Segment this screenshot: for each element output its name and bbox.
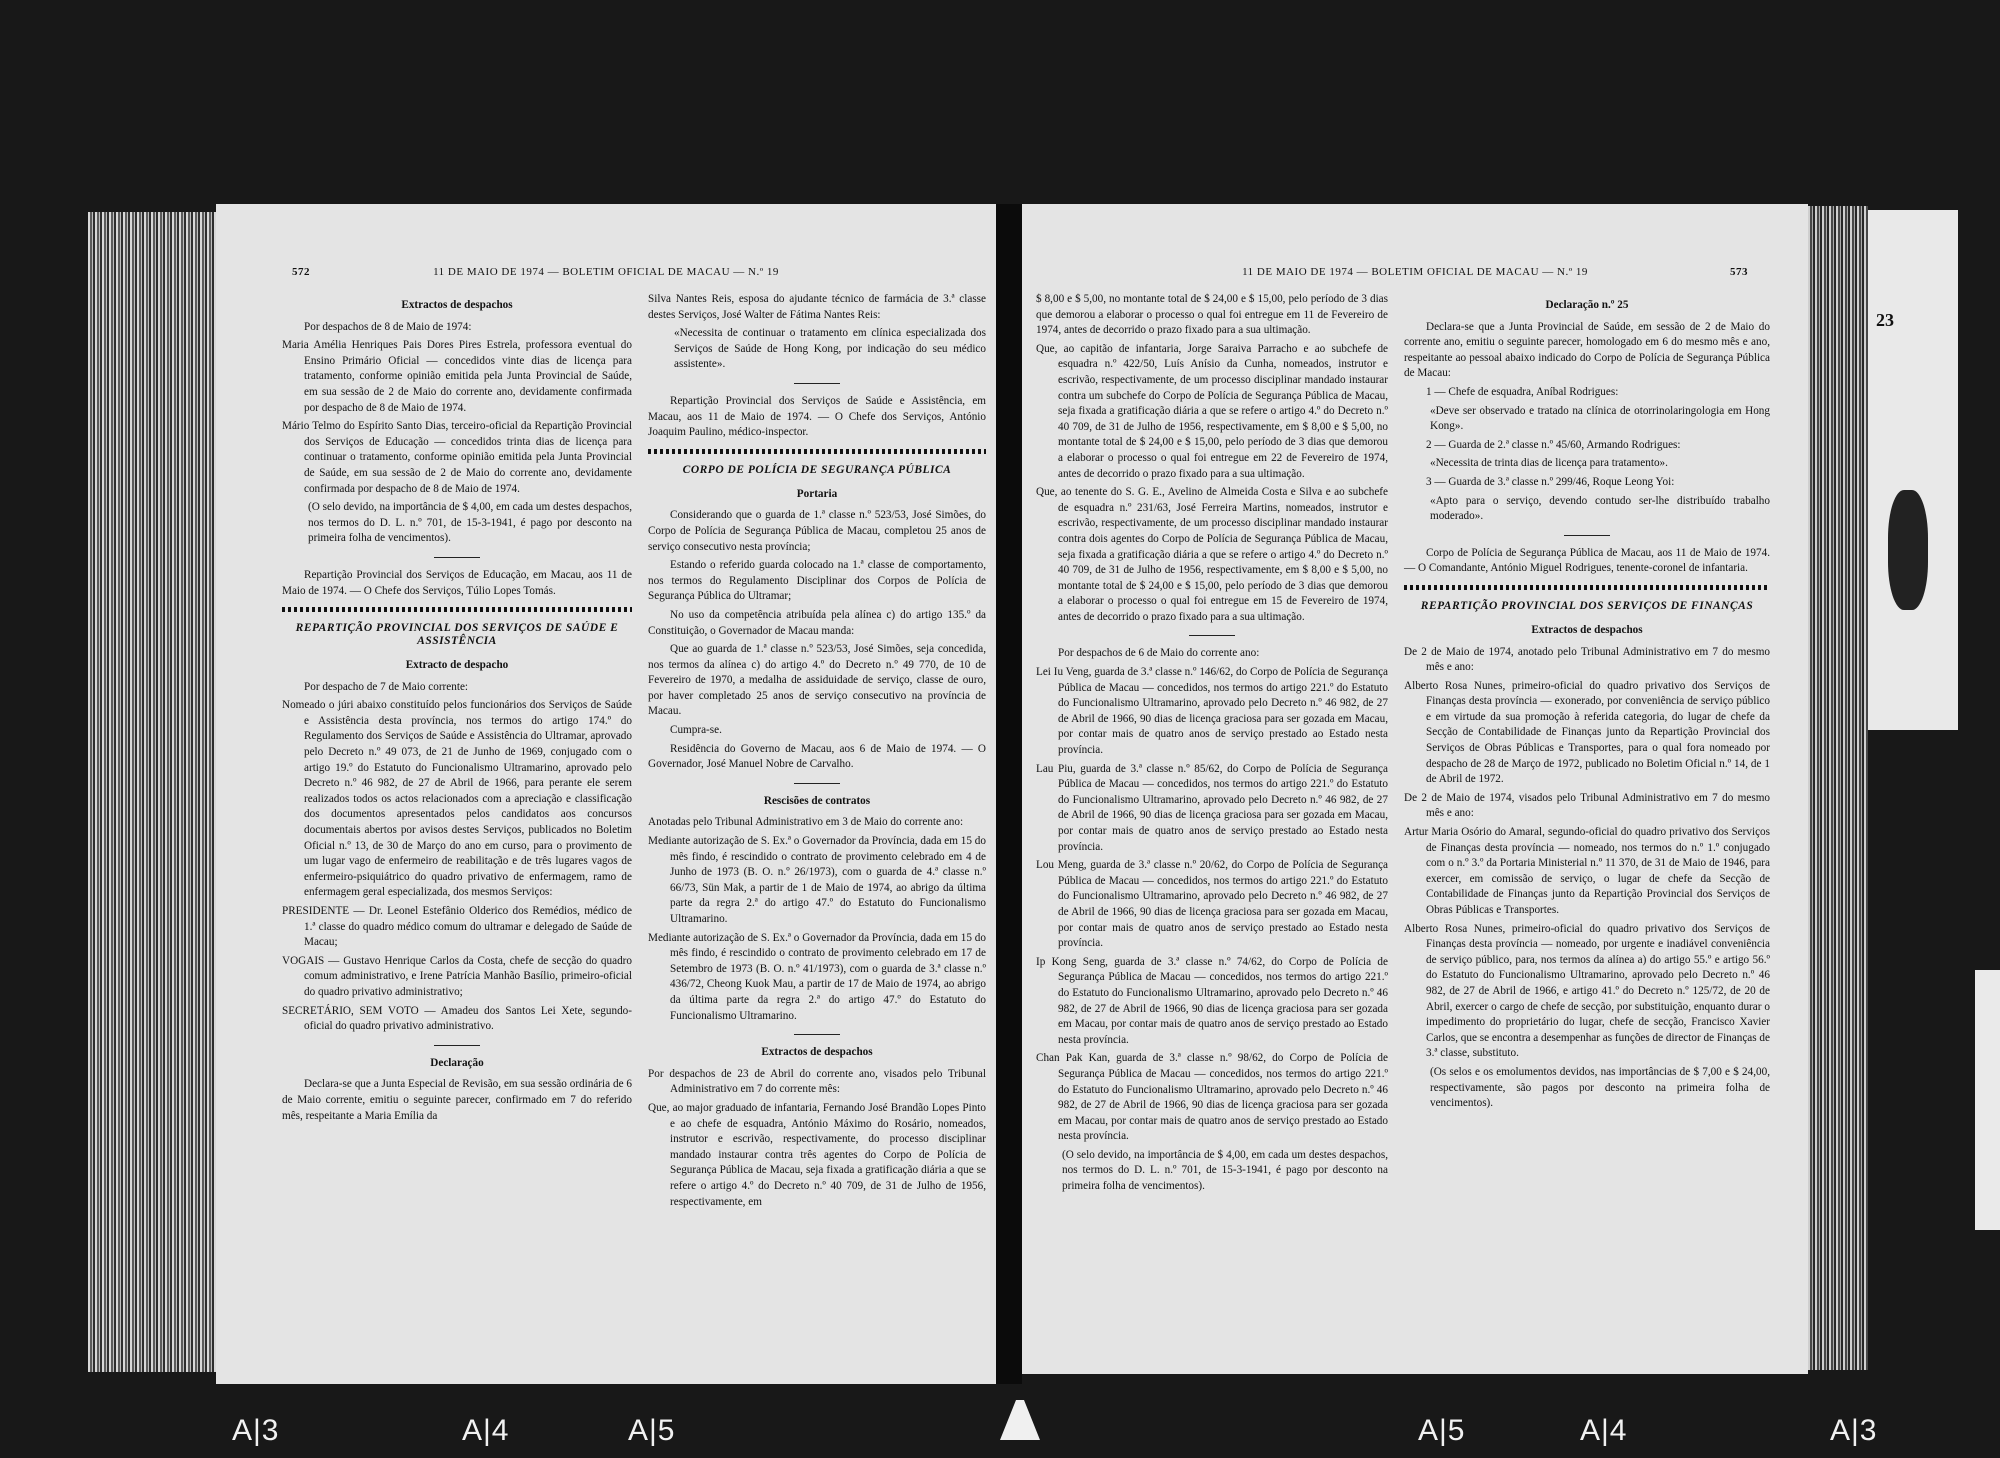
paragraph: Considerando que o guarda de 1.ª classe n.º 523/53, José Simões, do Corpo de Polícia de Segurança Pública de Macau, completou 25 anos de serviço consecutivo nesta província; bbox=[648, 509, 986, 553]
edge-strip bbox=[1975, 970, 2000, 1230]
paragraph: Mediante autorização de S. Ex.ª o Governador da Província, dada em 15 do mês findo, é rescindido o contrato de provimento celebrado em 17 de Setembro de 1973 (B. O. n.º 41/1973), com o guarda de 3.ª classe n.º 436/72, Cheong Kuok Mau, a partir de 17 de Maio de 1974, ao abrigo da última parte da regra 2.ª do artigo 47.º do Estatuto do Funcionalismo Ultramarino. bbox=[648, 931, 986, 1022]
heading: Extracto de despacho bbox=[405, 659, 509, 672]
side-tab-mark bbox=[1888, 490, 1928, 610]
side-tab bbox=[1868, 210, 1958, 730]
list-item: 3 — Guarda de 3.ª classe n.º 299/46, Roque Leong Yoi: bbox=[1426, 475, 1675, 488]
paragraph: Lou Meng, guarda de 3.ª classe n.º 20/62, do Corpo de Polícia de Segurança Pública de Macau — concedidos, nos termos do artigo 221.º do Estatuto do Funcionalismo Ultramarino, aprovado pelo Decreto n.º 46 982, de 27 de Abril de 1966, 90 dias de licença graciosa para ser gozada em Macau, por contar mais de quatro anos de serviço prestado ao Estado nesta província. bbox=[1036, 859, 1388, 950]
divider bbox=[794, 383, 840, 384]
left-column-2 bbox=[648, 292, 986, 1213]
quote: «Necessita de trinta dias de licença para tratamento». bbox=[1430, 457, 1668, 470]
divider bbox=[794, 783, 840, 784]
heading: Declaração bbox=[430, 1056, 484, 1069]
list-item: 1 — Chefe de esquadra, Aníbal Rodrigues: bbox=[1426, 385, 1619, 398]
signature: Repartição Provincial dos Serviços de Saúde e Assistência, em Macau, aos 11 de Maio de 1974. — O Chefe dos Serviços, António Joaquim Paulino, médico-inspector. bbox=[648, 394, 986, 439]
paragraph: Declara-se que a Junta Especial de Revisão, em sua sessão ordinária de 6 de Maio corrente, emitiu o seguinte parecer, confirmado em 7 do referido mês, respeitante a Maria Emília da bbox=[282, 1078, 632, 1122]
paragraph: Por despacho de 7 de Maio corrente: bbox=[304, 680, 469, 693]
right-column-1 bbox=[1036, 292, 1388, 1198]
divider bbox=[1189, 635, 1235, 636]
book-edge-right bbox=[1808, 206, 1868, 1370]
divider bbox=[1564, 535, 1610, 536]
stamp-note: (O selo devido, na importância de $ 4,00, em cada um destes despachos, nos termos do D. L. n.º 701, de 15-3-1941, é pago por desconto na primeira folha de vencimentos). bbox=[308, 501, 632, 545]
paragraph: No uso da competência atribuída pela alínea c) do artigo 135.º da Constituição, o Governador de Macau manda: bbox=[648, 608, 986, 637]
paragraph: Nomeado o júri abaixo constituído pelos funcionários dos Serviços de Saúde e Assistência desta província, nos termos do artigo 174.º do Regulamento dos Serviços de Saúde e Assistência do Ultramar, aprovado pelo Decreto n.º 49 073, de 21 de Junho de 1969, conjugado com o artigo 19.º do Estatuto do Funcionalismo Ultramarino, aprovado pelo Decreto n.º 46 982, de 27 de Abril de 1966, para perante ele serem realizados todos os actos relacionados com a apreciação e classificação dos documentos apresentados pelos candidatos aos concursos documentais abertos por avisos destes Serviços, publicados no Boletim Oficial n.º 13, de 30 de Março do ano em curso, para o provimento de um lugar vago de enfermeiro de reabilitação e de três lugares vagos de enfermeiro-psiquiátrico do quadro privativo de enfermagem, ramo de enfermagem geral especializada, dos mesmos Serviços: bbox=[282, 699, 632, 899]
section-rule bbox=[282, 607, 632, 612]
heading: Extractos de despachos bbox=[1531, 623, 1643, 636]
left-column-1 bbox=[282, 292, 632, 1127]
film-mark: A|5 bbox=[628, 1414, 676, 1447]
heading: Rescisões de contratos bbox=[763, 794, 871, 807]
left-page bbox=[216, 204, 996, 1384]
paragraph: Que ao guarda de 1.ª classe n.º 523/53, José Simões, seja concedida, nos termos da alínea c) do artigo 4.º do Decreto n.º 49 770, de 10 de Fevereiro de 1970, a medalha de assiduidade de serviço, classe de ouro, por haver completado 25 anos de serviço consecutivo na província de Macau. bbox=[648, 643, 986, 718]
quote: «Apto para o serviço, devendo contudo ser-lhe distribuído trabalho moderado». bbox=[1430, 494, 1770, 523]
right-page bbox=[1022, 204, 1808, 1374]
paragraph: Alberto Rosa Nunes, primeiro-oficial do quadro privativo dos Serviços de Finanças desta província — nomeado, por urgente e inadiável conveniência de serviço público, para, nos termos da alínea a) do artigo 55.º e artigo 56.º do Estatuto do Funcionalismo Ultramarino, aprovado pelo Decreto n.º 46 982, de 27 de Abril de 1966, e artigo 41.º do Decreto n.º 125/72, de 20 de Abril, exercer o cargo de chefe de secção, por substituição, enquanto durar o impedimento do proprietário do lugar, chefe de secção, Francisco Xavier Carlos, que se encontra a desempenhar as funções de director de Finanças de 3.ª classe, substituto. bbox=[1404, 922, 1770, 1060]
divider bbox=[434, 557, 480, 558]
list-item: 2 — Guarda de 2.ª classe n.º 45/60, Armando Rodrigues: bbox=[1426, 438, 1681, 451]
book-gutter bbox=[996, 204, 1022, 1384]
section-title: REPARTIÇÃO PROVINCIAL DOS SERVIÇOS DE FINANÇAS bbox=[1420, 599, 1754, 612]
page-number: 573 bbox=[1730, 266, 1748, 278]
book-edge-left bbox=[88, 212, 218, 1372]
film-mark: A|4 bbox=[1580, 1414, 1628, 1447]
heading: Portaria bbox=[796, 487, 838, 500]
signature: Residência do Governo de Macau, aos 6 de Maio de 1974. — O Governador, José Manuel Nobre de Carvalho. bbox=[648, 742, 986, 771]
right-header bbox=[1022, 266, 1808, 286]
paragraph: Declara-se que a Junta Provincial de Saúde, em sessão de 2 de Maio do corrente ano, emitiu o seguinte parecer, homologado em 6 do mesmo mês e ano, respeitante ao pessoal abaixo indicado do Corpo de Polícia de Segurança Pública de Macau: bbox=[1404, 320, 1770, 380]
paragraph: Anotadas pelo Tribunal Administrativo em 3 de Maio do corrente ano: bbox=[648, 816, 964, 829]
left-header bbox=[216, 266, 996, 286]
paragraph: Cumpra-se. bbox=[670, 724, 722, 737]
paragraph: PRESIDENTE — Dr. Leonel Estefânio Olderico dos Remédios, médico de 1.ª classe do quadro médico comum do ultramar e delegado de Saúde de Macau; bbox=[282, 905, 632, 949]
paragraph: VOGAIS — Gustavo Henrique Carlos da Costa, chefe de secção do quadro comum administrativo, e Irene Patrícia Manhão Basílio, primeiro-oficial do quadro privativo administrativo; bbox=[282, 954, 632, 998]
running-head: 11 DE MAIO DE 1974 — BOLETIM OFICIAL DE MACAU — N.º 19 bbox=[433, 266, 779, 278]
paragraph: Mediante autorização de S. Ex.ª o Governador da Província, dada em 15 do mês findo, é rescindido o contrato de provimento celebrado em 4 de Junho de 1973 (B. O. n.º 26/1973), com o guarda de 4.ª classe n.º 66/73, Sün Mak, a partir de 1 de Maio de 1974, ao abrigo da última parte da regra 2.ª do artigo 47.º do Estatuto do Funcionalismo Ultramarino. bbox=[648, 835, 986, 925]
paragraph: Lau Piu, guarda de 3.ª classe n.º 85/62, do Corpo de Polícia de Segurança Pública de Macau — concedidos, nos termos do artigo 221.º do Estatuto do Funcionalismo Ultramarino, aprovado pelo Decreto n.º 46 982, de 27 de Abril de 1966, 90 dias de licença graciosa para ser gozada em Macau, por contar mais de quatro anos de serviço prestado ao Estado nesta província. bbox=[1036, 762, 1388, 853]
signature: Repartição Provincial dos Serviços de Educação, em Macau, aos 11 de Maio de 1974. — O Chefe dos Serviços, Túlio Lopes Tomás. bbox=[282, 568, 632, 597]
paragraph: Maria Amélia Henriques Pais Dores Pires Estrela, professora eventual do Ensino Primário Oficial — concedidos vinte dias de licença para tratamento, conforme opinião emitida pela Junta Provincial de Saúde, em sua sessão de 2 de Maio do corrente ano, devidamente confirmada por despacho de 8 de Maio de 1974. bbox=[282, 339, 632, 414]
paragraph: Mário Telmo do Espírito Santo Dias, terceiro-oficial da Repartição Provincial dos Serviços de Educação — concedidos trinta dias de licença para continuar o tratamento, conforme opinião emitida pela Junta Provincial de Saúde, em sua sessão de 2 de Maio do corrente ano, devidamente confirmada por despacho de 8 de Maio de 1974. bbox=[282, 420, 632, 495]
heading: Extractos de despachos bbox=[401, 299, 513, 311]
paragraph: SECRETÁRIO, SEM VOTO — Amadeu dos Santos Lei Xete, segundo-oficial do quadro privativo administrativo. bbox=[282, 1004, 632, 1033]
page-number: 572 bbox=[292, 266, 310, 278]
heading: Extractos de despachos bbox=[761, 1046, 873, 1059]
paragraph: $ 8,00 e $ 5,00, no montante total de $ 24,00 e $ 15,00, pelo período de 3 dias que demorou a elaborar o processo o qual foi entregue em 11 de Fevereiro de 1974, antes de decorrido o prazo fixado para a sua ultimação. bbox=[1036, 293, 1388, 337]
paragraph: Que, ao tenente do S. G. E., Avelino de Almeida Costa e Silva e ao subchefe de esquadra n.º 231/63, José Ferreira Martins, nomeados, instrutor e escrivão, respectivamente, de um processo disciplinar mandado instaurar contra dois agentes do Corpo de Polícia de Segurança Pública de Macau, seja fixada a gratificação diária a que se refere o artigo 4.º do Decreto n.º 40 709, de 31 de Julho de 1956, respectivamente, em $ 8,00 e $ 5,00, no montante total de $ 24,00 e $ 15,00, pelo período de 3 dias que demorou a elaborar o processo o qual foi entregue em 15 de Fevereiro de 1974, antes de decorrido o prazo fixado para a sua ultimação. bbox=[1036, 486, 1388, 623]
paragraph: Que, ao capitão de infantaria, Jorge Saraiva Parracho e ao subchefe de esquadra n.º 422/50, Luís Anísio da Cunha, nomeados, instrutor e escrivão, respectivamente, de um processo disciplinar mandado instaurar contra um subchefe do Corpo de Polícia de Segurança Pública de Macau, seja fixada a gratificação diária a que se refere o artigo 4.º do Decreto n.º 40 709, de 31 de Julho de 1956, respectivamente, em $ 8,00 e $ 5,00, no montante total de $ 24,00 e $ 15,00, pelo período de 3 dias que demorou a elaborar o processo o qual foi entregue em 22 de Fevereiro de 1974, antes de decorrido o prazo fixado para a sua ultimação. bbox=[1036, 342, 1388, 480]
paragraph: De 2 de Maio de 1974, anotado pelo Tribunal Administrativo em 7 do mesmo mês e ano: bbox=[1404, 645, 1770, 674]
section-title: CORPO DE POLÍCIA DE SEGURANÇA PÚBLICA bbox=[682, 463, 952, 476]
section-title: REPARTIÇÃO PROVINCIAL DOS SERVIÇOS DE SAÚDE E ASSISTÊNCIA bbox=[295, 622, 619, 648]
right-column-2 bbox=[1404, 292, 1770, 1115]
divider bbox=[434, 1045, 480, 1046]
paragraph: Alberto Rosa Nunes, primeiro-oficial do quadro privativo dos Serviços de Finanças desta província — exonerado, por conveniência de serviço público e em virtude da sua promoção à referida categoria, do lugar de chefe da Secção de Contabilidade de Finanças junto da Repartição Provincial dos Serviços de Obras Públicas e Transportes, para o qual fora nomeado por despacho de 28 de Março de 1972, publicado no Boletim Oficial n.º 14, de 1 de Abril de 1972. bbox=[1404, 679, 1770, 786]
stamp-note: (O selo devido, na importância de $ 4,00, em cada um destes despachos, nos termos do D. L. n.º 701, de 15-3-1941, é pago por desconto na primeira folha de vencimentos). bbox=[1062, 1148, 1388, 1193]
paragraph: Por despachos de 8 de Maio de 1974: bbox=[304, 320, 472, 333]
divider bbox=[794, 1034, 840, 1035]
side-tab-number: 23 bbox=[1876, 310, 1894, 330]
heading: Declaração n.º 25 bbox=[1545, 299, 1629, 311]
section-rule bbox=[648, 449, 986, 454]
paragraph: Por despachos de 6 de Maio do corrente ano: bbox=[1058, 647, 1260, 660]
paragraph: Ip Kong Seng, guarda de 3.ª classe n.º 74/62, do Corpo de Polícia de Segurança Pública de Macau — concedidos, nos termos do artigo 221.º do Estatuto do Funcionalismo Ultramarino, aprovado pelo Decreto n.º 46 982, de 27 de Abril de 1966, 90 dias de licença graciosa para ser gozada em Macau, por contar mais de quatro anos de serviço prestado ao Estado nesta província. bbox=[1036, 955, 1388, 1046]
paragraph: Lei Iu Veng, guarda de 3.ª classe n.º 146/62, do Corpo de Polícia de Segurança Pública de Macau — concedidos, nos termos do artigo 221.º do Estatuto do Funcionalismo Ultramarino, aprovado pelo Decreto n.º 46 982, de 27 de Abril de 1966, 90 dias de licença graciosa para ser gozada em Macau, por contar mais de quatro anos de serviço prestado ao Estado nesta província. bbox=[1036, 666, 1388, 757]
film-mark: A|3 bbox=[1830, 1414, 1878, 1447]
paragraph: Estando o referido guarda colocado na 1.ª classe de comportamento, nos termos do Regulamento Disciplinar dos Corpos de Polícia de Segurança Pública do Ultramar; bbox=[648, 559, 986, 603]
section-rule bbox=[1404, 585, 1770, 590]
quote: «Necessita de continuar o tratamento em clínica especializada dos Serviços de Saúde de Hong Kong, por indicação do seu médico assistente». bbox=[674, 327, 986, 371]
quote: «Deve ser observado e tratado na clínica de otorrinolaringologia em Hong Kong». bbox=[1430, 404, 1770, 433]
paragraph: Que, ao major graduado de infantaria, Fernando José Brandão Lopes Pinto e ao chefe de esquadra, António Máximo do Rosário, nomeados, instrutor e escrivão, respectivamente, do processo disciplinar mandado instaurar contra três agentes do Corpo de Polícia de Segurança Pública de Macau, seja fixada a gratificação diária a que se refere o artigo 4.º do Decreto n.º 40 709, de 31 de Julho de 1956, respectivamente, em bbox=[648, 1101, 986, 1208]
film-mark: A|5 bbox=[1418, 1414, 1466, 1447]
film-mark: A|3 bbox=[232, 1414, 280, 1447]
paragraph: Silva Nantes Reis, esposa do ajudante técnico de farmácia de 3.ª classe destes Serviços, José Walter de Fátima Nantes Reis: bbox=[648, 293, 986, 321]
paragraph: Por despachos de 23 de Abril do corrente ano, visados pelo Tribunal Administrativo em 7 do corrente mês: bbox=[648, 1067, 986, 1096]
running-head: 11 DE MAIO DE 1974 — BOLETIM OFICIAL DE MACAU — N.º 19 bbox=[1242, 266, 1588, 278]
paragraph: Chan Pak Kan, guarda de 3.ª classe n.º 98/62, do Corpo de Polícia de Segurança Pública de Macau — concedidos, nos termos do artigo 221.º do Estatuto do Funcionalismo Ultramarino, aprovado pelo Decreto n.º 46 982, de 27 de Abril de 1966, 90 dias de licença graciosa para ser gozada em Macau, por contar mais de quatro anos de serviço prestado ao Estado nesta província. bbox=[1036, 1052, 1388, 1143]
paragraph: Artur Maria Osório do Amaral, segundo-oficial do quadro privativo dos Serviços de Finanças desta província — nomeado, nos termos do n.º 1.º conjugado com o n.º 3.º da Portaria Ministerial n.º 11 370, de 31 de Maio de 1946, para exercer, em comissão de serviço, o lugar de chefe da Secção de Contabilidade de Finanças junto da Repartição Provincial dos Serviços de Obras Públicas e Transportes. bbox=[1404, 826, 1770, 916]
stamp-note: (Os selos e os emolumentos devidos, nas importâncias de $ 7,00 e $ 24,00, respectivamente, são pagos por desconto na primeira folha de vencimentos). bbox=[1430, 1065, 1770, 1110]
film-mark: A|4 bbox=[462, 1414, 510, 1447]
paragraph: De 2 de Maio de 1974, visados pelo Tribunal Administrativo em 7 do mesmo mês e ano: bbox=[1404, 791, 1770, 820]
signature: Corpo de Polícia de Segurança Pública de Macau, aos 11 de Maio de 1974. — O Comandante, António Miguel Rodrigues, tenente-coronel de infantaria. bbox=[1404, 546, 1770, 575]
